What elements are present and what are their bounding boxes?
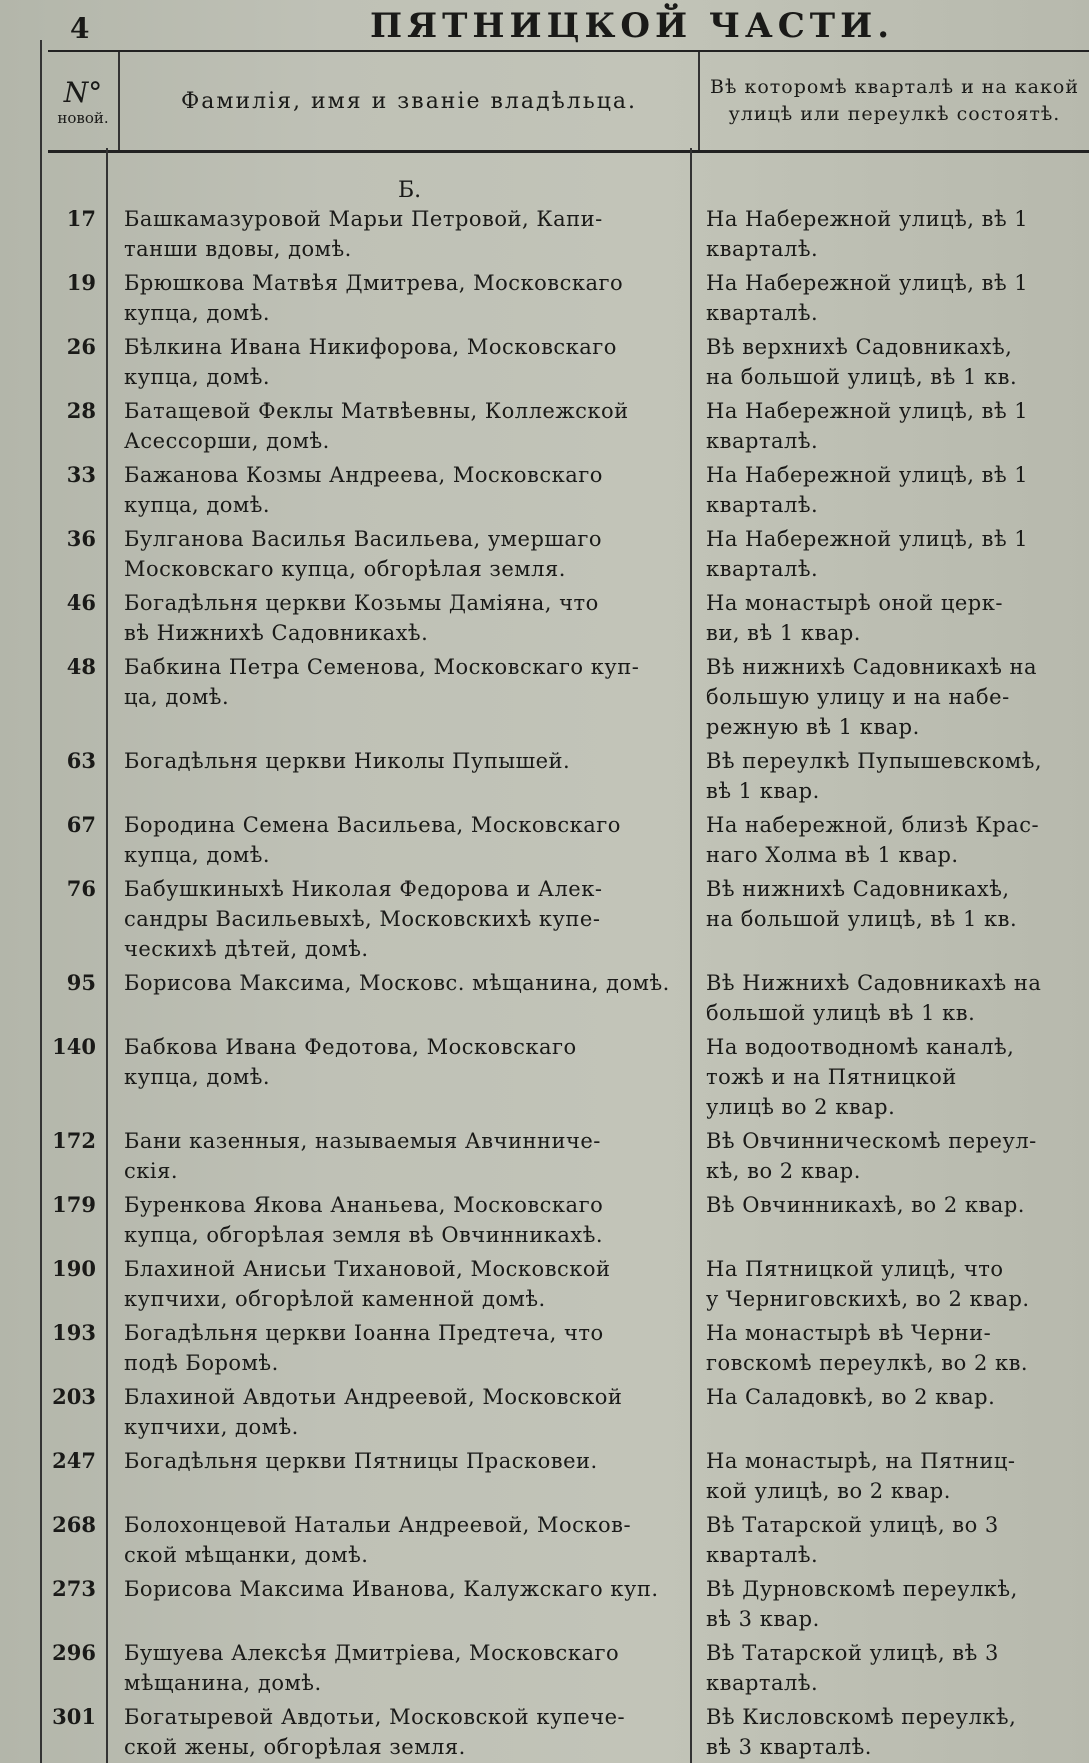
table-row: [0, 1382, 1089, 1446]
header-number-column: [48, 52, 120, 150]
table-row: [0, 1574, 1089, 1638]
entry-number: 301: [52, 1704, 96, 1729]
location-line: На монастырѣ вѣ Черни-: [706, 1321, 992, 1345]
table-row: [0, 1446, 1089, 1510]
owner-line: сандры Васильевыхѣ, Московскихѣ купе-: [124, 907, 601, 931]
entry-number: 19: [66, 270, 96, 295]
entry-number: 67: [66, 812, 96, 837]
location-line: На Набережной улицѣ, вѣ 1: [706, 271, 1029, 295]
owner-line: купца, домѣ.: [124, 1065, 271, 1089]
entry-owner: [108, 332, 690, 396]
owner-line: Московскаго купца, обгорѣлая земля.: [124, 557, 566, 581]
location-line: На водоотводномѣ каналѣ,: [706, 1035, 1015, 1059]
owner-line: Блахиной Анисьи Тихановой, Московской: [124, 1257, 611, 1281]
entries-list: [0, 204, 1089, 1763]
entry-owner: [108, 1702, 690, 1763]
location-line: Вѣ Овчинникахѣ, во 2 квар.: [706, 1193, 1025, 1217]
table-row: [0, 1254, 1089, 1318]
location-line: Вѣ Овчинническомѣ переул-: [706, 1129, 1037, 1153]
location-line: вѣ 3 кварталѣ.: [706, 1735, 872, 1759]
entry-owner: [108, 746, 690, 810]
owner-line: Борисова Максима, Московс. мѣщанина, домѣ.: [124, 971, 670, 995]
location-line: Вѣ нижнихѣ Садовникахѣ,: [706, 877, 1010, 901]
entry-owner: [108, 1638, 690, 1702]
entry-number: 36: [66, 526, 96, 551]
owner-line: Бажанова Козмы Андреева, Московскаго: [124, 463, 603, 487]
owner-line: Бѣлкина Ивана Никифорова, Московскаго: [124, 335, 617, 359]
location-line: На набережной, близѣ Крас-: [706, 813, 1040, 837]
location-line: кварталѣ.: [706, 429, 819, 453]
owner-line: Булганова Василья Васильева, умершаго: [124, 527, 603, 551]
location-line: На монастырѣ, на Пятниц-: [706, 1449, 1016, 1473]
location-line: большую улицу и на набе-: [706, 685, 1010, 709]
entry-owner: [108, 396, 690, 460]
owner-line: Бабушкиныхѣ Николая Федорова и Алек-: [124, 877, 603, 901]
number-symbol: N°: [63, 75, 103, 109]
location-line: кварталѣ.: [706, 557, 819, 581]
running-head: ПЯТНИЦКОЙ ЧАСТИ.: [370, 6, 895, 46]
entry-location: [690, 1702, 1089, 1763]
table-row: [0, 268, 1089, 332]
table-row: [0, 1702, 1089, 1763]
table-row: [0, 1638, 1089, 1702]
location-line: кварталѣ.: [706, 301, 819, 325]
location-line: наго Холма вѣ 1 квар.: [706, 843, 959, 867]
location-line: Вѣ Нижнихѣ Садовникахѣ на: [706, 971, 1042, 995]
owner-line: ческихѣ дѣтей, домѣ.: [124, 937, 369, 961]
owner-line: Болохонцевой Натальи Андреевой, Москов-: [124, 1513, 632, 1537]
entry-owner: [108, 460, 690, 524]
table-row: [0, 524, 1089, 588]
owner-line: Бушуева Алексѣя Дмитріева, Московскаго: [124, 1641, 620, 1665]
entry-location: [690, 1032, 1089, 1126]
entry-owner: [108, 1574, 690, 1638]
location-line: Вѣ нижнихѣ Садовникахѣ на: [706, 655, 1038, 679]
location-line: На Набережной улицѣ, вѣ 1: [706, 399, 1029, 423]
location-line: улицѣ во 2 квар.: [706, 1095, 896, 1119]
owner-line: Блахиной Авдотьи Андреевой, Московской: [124, 1385, 623, 1409]
entry-location: [690, 1190, 1089, 1254]
entry-owner: [108, 1190, 690, 1254]
table-row: [0, 204, 1089, 268]
owner-line: купчихи, домѣ.: [124, 1415, 299, 1439]
entry-number: 48: [66, 654, 96, 679]
location-line: кой улицѣ, во 2 квар.: [706, 1479, 951, 1503]
owner-line: Богатыревой Авдотьи, Московской купече-: [124, 1705, 626, 1729]
table-row: [0, 1032, 1089, 1126]
location-line: На Набережной улицѣ, вѣ 1: [706, 527, 1029, 551]
location-line: Вѣ Татарской улицѣ, вѣ 3: [706, 1641, 999, 1665]
entry-location: [690, 968, 1089, 1032]
entry-number: 172: [52, 1128, 96, 1153]
location-line: На Набережной улицѣ, вѣ 1: [706, 207, 1029, 231]
table-row: [0, 874, 1089, 968]
entry-number: 190: [52, 1256, 96, 1281]
entry-location: [690, 268, 1089, 332]
entry-owner: [108, 810, 690, 874]
location-line: Вѣ Татарской улицѣ, во 3: [706, 1513, 999, 1537]
entry-owner: [108, 652, 690, 746]
owner-line: купчихи, обгорѣлой каменной домѣ.: [124, 1287, 546, 1311]
entry-number: 179: [52, 1192, 96, 1217]
entry-location: [690, 746, 1089, 810]
owner-line: ца, домѣ.: [124, 685, 230, 709]
owner-line: скія.: [124, 1159, 179, 1183]
owner-line: Башкамазуровой Марьи Петровой, Капи-: [124, 207, 603, 231]
owner-line: Богадѣльня церкви Іоанна Предтеча, что: [124, 1321, 604, 1345]
table-row: [0, 746, 1089, 810]
owner-line: Борисова Максима Иванова, Калужскаго куп.: [124, 1577, 659, 1601]
location-line: на большой улицѣ, вѣ 1 кв.: [706, 907, 1018, 931]
table-row: [0, 810, 1089, 874]
entry-owner: [108, 874, 690, 968]
entry-owner: [108, 968, 690, 1032]
location-line: режную вѣ 1 квар.: [706, 715, 920, 739]
entry-owner: [108, 1032, 690, 1126]
entry-location: [690, 1638, 1089, 1702]
entry-number: 193: [52, 1320, 96, 1345]
entry-owner: [108, 204, 690, 268]
entry-number: 46: [66, 590, 96, 615]
entry-owner: [108, 1318, 690, 1382]
owner-line: Бородина Семена Васильева, Московскаго: [124, 813, 621, 837]
entry-number: 268: [52, 1512, 96, 1537]
owner-line: купца, обгорѣлая земля вѣ Овчинникахѣ.: [124, 1223, 604, 1247]
owner-line: Богадѣльня церкви Николы Пупышей.: [124, 749, 571, 773]
location-line: вѣ 1 квар.: [706, 779, 820, 803]
entry-number: 33: [66, 462, 96, 487]
header-location-column: Вѣ которомѣ кварталѣ и на какой улицѣ или переулкѣ состоятѣ.: [710, 76, 1079, 125]
owner-line: вѣ Нижнихѣ Садовникахѣ.: [124, 621, 429, 645]
location-line: кѣ, во 2 квар.: [706, 1159, 861, 1183]
entry-owner: [108, 524, 690, 588]
location-line: говскомѣ переулкѣ, во 2 кв.: [706, 1351, 1029, 1375]
owner-line: танши вдовы, домѣ.: [124, 237, 352, 261]
entry-number: 76: [66, 876, 96, 901]
number-label: новой.: [57, 108, 109, 127]
location-line: На монастырѣ оной церк-: [706, 591, 1003, 615]
owner-line: Богадѣльня церкви Пятницы Прасковеи.: [124, 1449, 598, 1473]
owner-line: Асессорши, домѣ.: [124, 429, 330, 453]
entry-number: 273: [52, 1576, 96, 1601]
entry-location: [690, 332, 1089, 396]
table-row: [0, 652, 1089, 746]
owner-line: купца, домѣ.: [124, 301, 271, 325]
table-row: [0, 396, 1089, 460]
location-line: На Саладовкѣ, во 2 квар.: [706, 1385, 996, 1409]
entry-number: 296: [52, 1640, 96, 1665]
table-row: [0, 968, 1089, 1032]
owner-line: Буренкова Якова Ананьева, Московскаго: [124, 1193, 604, 1217]
entry-number: 95: [66, 970, 96, 995]
entry-location: [690, 652, 1089, 746]
entry-location: [690, 460, 1089, 524]
owner-line: купца, домѣ.: [124, 843, 271, 867]
owner-line: Бабкова Ивана Федотова, Московскаго: [124, 1035, 577, 1059]
owner-line: Батащевой Феклы Матвѣевны, Коллежской: [124, 399, 629, 423]
location-line: на большой улицѣ, вѣ 1 кв.: [706, 365, 1018, 389]
entry-location: [690, 874, 1089, 968]
table-row: [0, 1190, 1089, 1254]
entry-location: [690, 588, 1089, 652]
entry-owner: [108, 1254, 690, 1318]
entry-number: 247: [52, 1448, 96, 1473]
table-row: [0, 588, 1089, 652]
entry-owner: [108, 1126, 690, 1190]
location-line: На Пятницкой улицѣ, что: [706, 1257, 1004, 1281]
entry-location: [690, 1382, 1089, 1446]
owner-line: купца, домѣ.: [124, 365, 271, 389]
location-line: Вѣ переулкѣ Пупышевскомѣ,: [706, 749, 1043, 773]
location-line: Вѣ Дурновскомѣ переулкѣ,: [706, 1577, 1018, 1601]
entry-owner: [108, 1382, 690, 1446]
owner-line: Брюшкова Матвѣя Дмитрева, Московскаго: [124, 271, 624, 295]
entry-location: [690, 1446, 1089, 1510]
entry-location: [690, 204, 1089, 268]
entry-location: [690, 810, 1089, 874]
entry-location: [690, 524, 1089, 588]
location-line: ви, вѣ 1 квар.: [706, 621, 861, 645]
owner-line: Богадѣльня церкви Козьмы Даміяна, что: [124, 591, 599, 615]
location-line: большой улицѣ вѣ 1 кв.: [706, 1001, 976, 1025]
table-row: [0, 1126, 1089, 1190]
entry-owner: [108, 1510, 690, 1574]
entry-number: 28: [66, 398, 96, 423]
table-row: [0, 1510, 1089, 1574]
entry-location: [690, 1318, 1089, 1382]
entry-location: [690, 1510, 1089, 1574]
table-row: [0, 460, 1089, 524]
location-line: кварталѣ.: [706, 493, 819, 517]
entry-number: 63: [66, 748, 96, 773]
owner-line: мѣщанина, домѣ.: [124, 1671, 322, 1695]
table-header: [48, 50, 1089, 153]
location-line: кварталѣ.: [706, 237, 819, 261]
owner-line: купца, домѣ.: [124, 493, 271, 517]
owner-line: ской жены, обгорѣлая земля.: [124, 1735, 466, 1759]
entry-location: [690, 396, 1089, 460]
location-line: у Черниговскихѣ, во 2 квар.: [706, 1287, 1030, 1311]
entry-location: [690, 1254, 1089, 1318]
owner-line: Бабкина Петра Семенова, Московскаго куп-: [124, 655, 640, 679]
owner-line: Бани казенныя, называемыя Авчинниче-: [124, 1129, 601, 1153]
entry-number: 140: [52, 1034, 96, 1059]
location-line: Вѣ верхнихѣ Садовникахѣ,: [706, 335, 1013, 359]
table-row: [0, 1318, 1089, 1382]
location-line: На Набережной улицѣ, вѣ 1: [706, 463, 1029, 487]
entry-number: 26: [66, 334, 96, 359]
entry-owner: [108, 268, 690, 332]
location-line: Вѣ Кисловскомѣ переулкѣ,: [706, 1705, 1017, 1729]
location-line: кварталѣ.: [706, 1543, 819, 1567]
owner-line: подѣ Боромѣ.: [124, 1351, 279, 1375]
entry-location: [690, 1126, 1089, 1190]
location-line: вѣ 3 квар.: [706, 1607, 820, 1631]
table-row: [0, 332, 1089, 396]
location-line: кварталѣ.: [706, 1671, 819, 1695]
owner-line: ской мѣщанки, домѣ.: [124, 1543, 369, 1567]
header-owner-column: Фамилія, имя и званіе владѣльца.: [120, 52, 700, 150]
entry-owner: [108, 1446, 690, 1510]
entry-location: [690, 1574, 1089, 1638]
entry-number: 17: [66, 206, 96, 231]
location-line: тожѣ и на Пятницкой: [706, 1065, 957, 1089]
entry-owner: [108, 588, 690, 652]
section-letter: Б.: [398, 178, 422, 203]
entry-number: 203: [52, 1384, 96, 1409]
page-number: 4: [70, 12, 90, 45]
